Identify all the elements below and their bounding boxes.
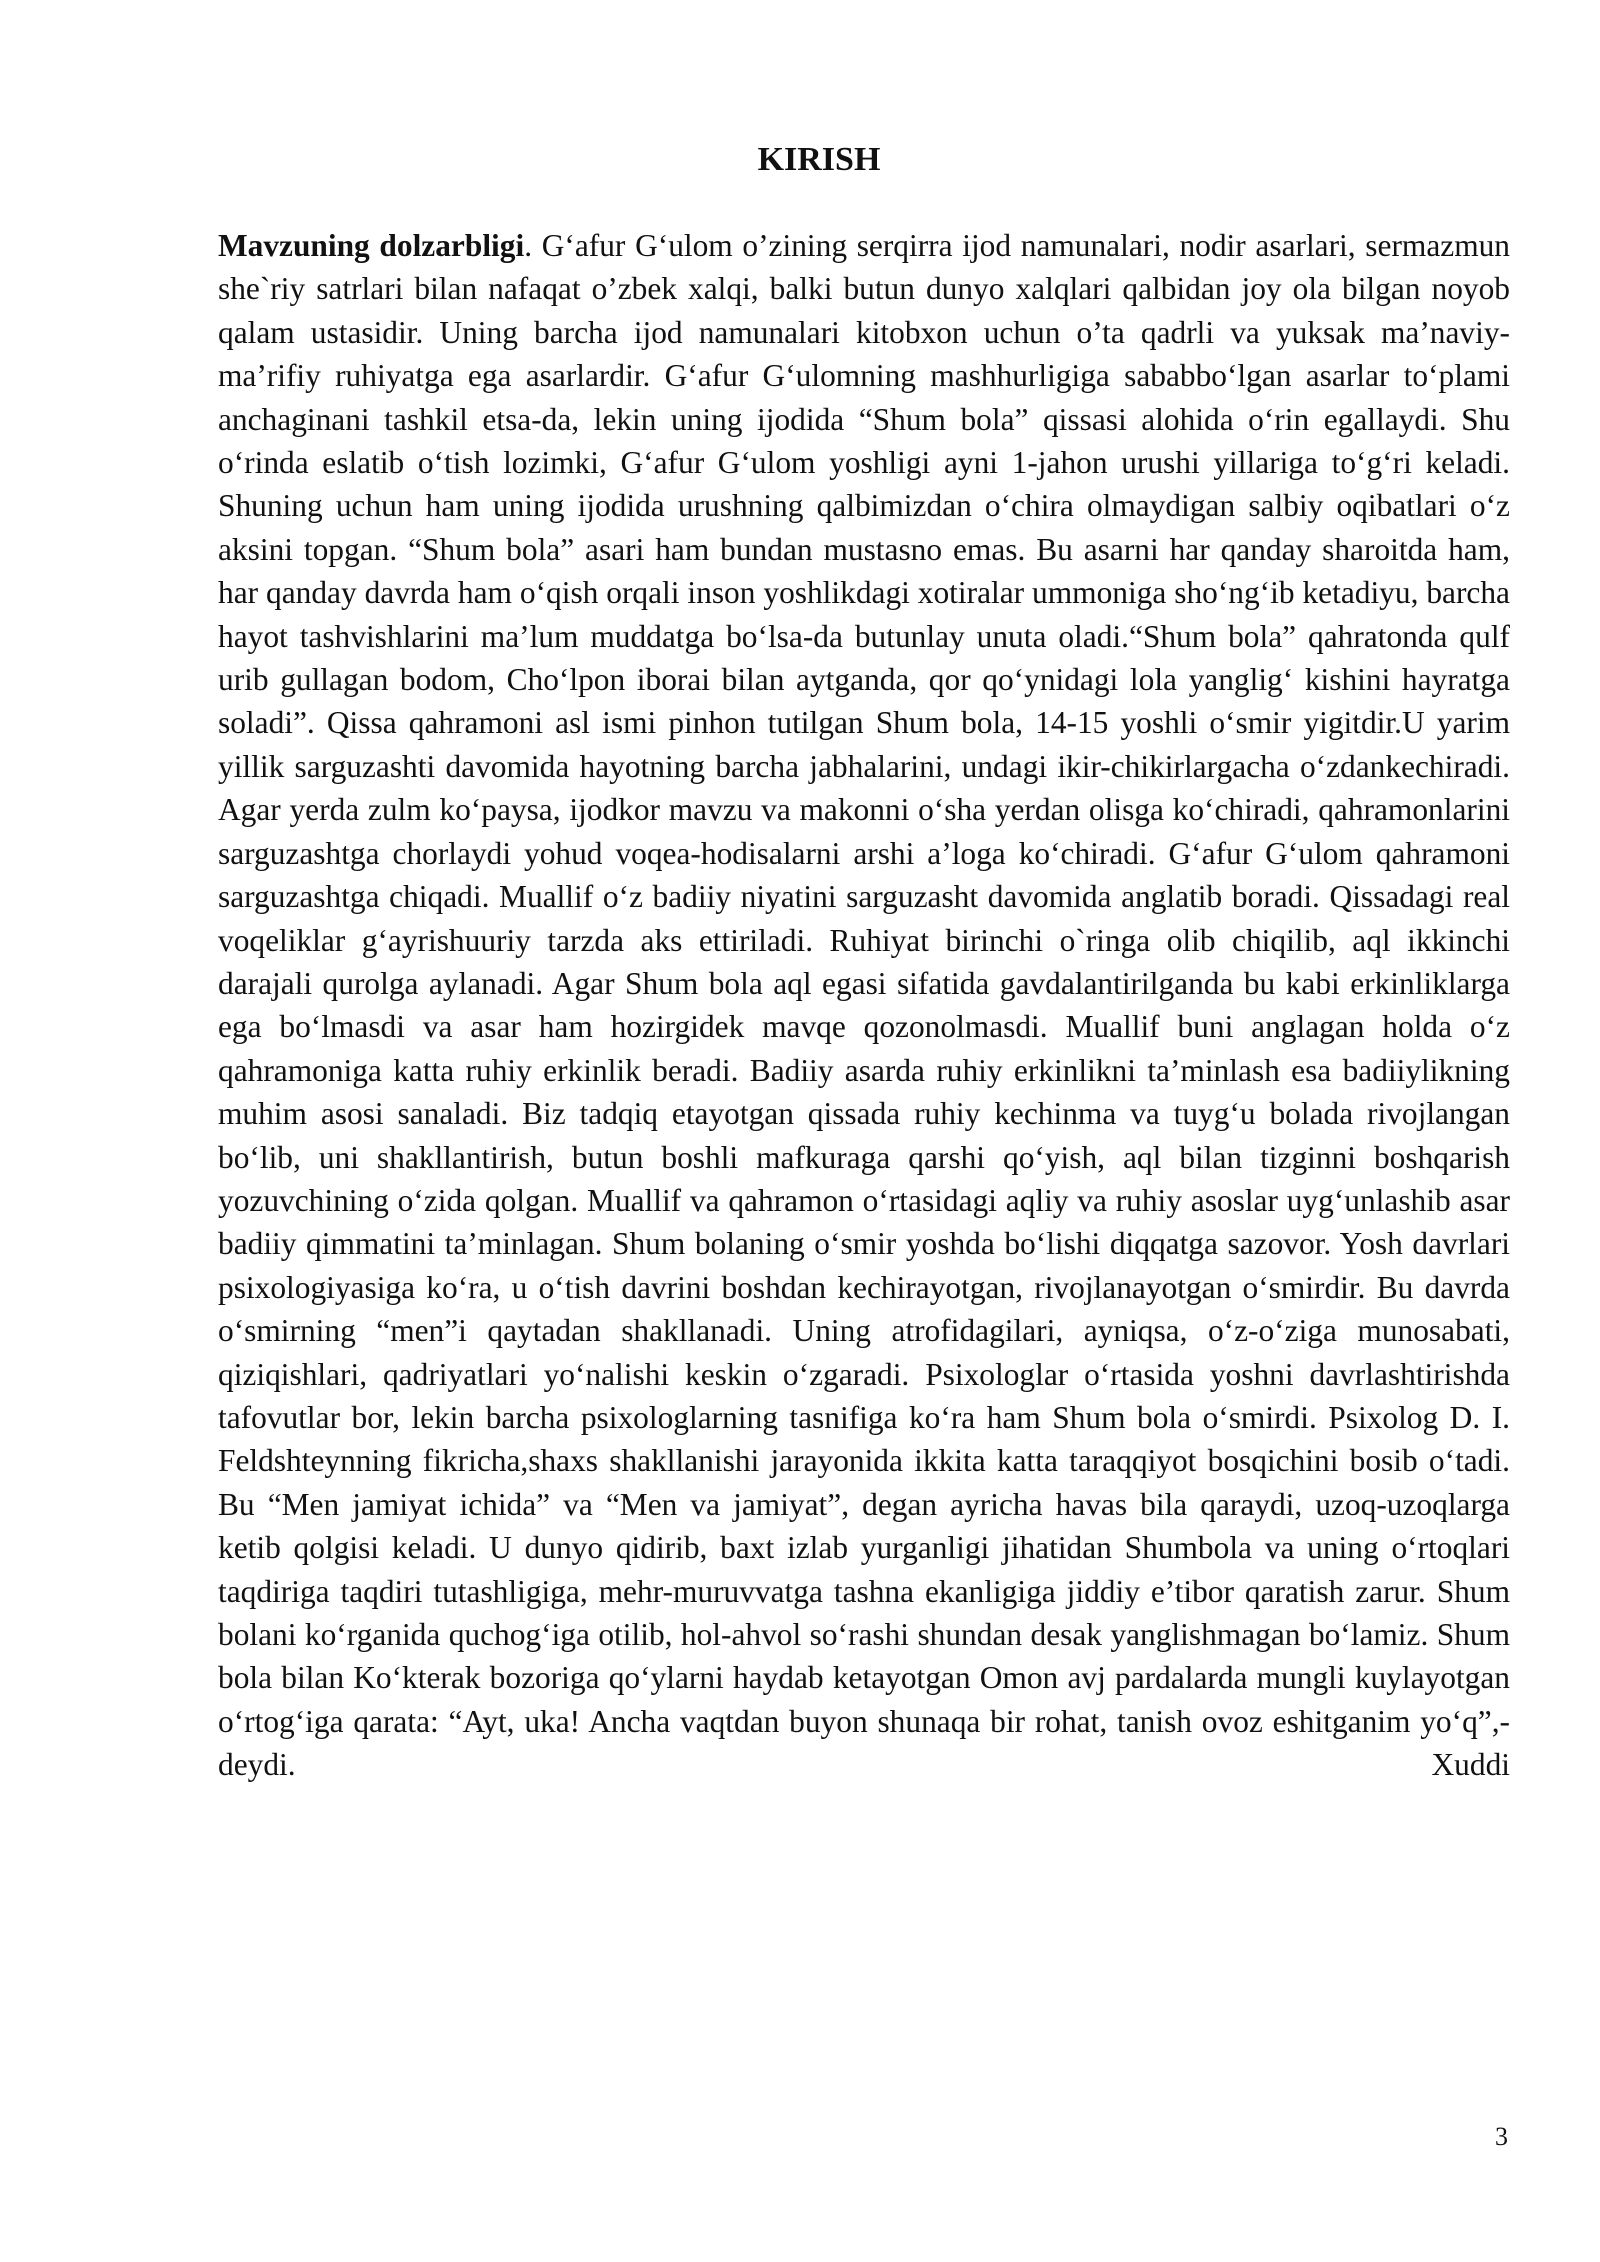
lead-punctuation: .	[524, 228, 533, 263]
page-title: KIRISH	[757, 141, 881, 178]
page-number: 3	[1495, 2122, 1508, 2151]
body-paragraph	[218, 224, 1510, 1787]
section-lead-title: Mavzuning dolzarbligi	[218, 228, 525, 263]
paragraph-text: G‘afur G‘ulom o’zining serqirra ijod namunalari, nodir asarlari, sermazmun she`riy satrlari bilan nafaqat o’zbek xalqi, balki butun dunyo xalqlari qalbidan joy ola bilgan noyob qalam ustasidir. Uning barcha ijod namunalari kitobxon uchun o’ta qadrli va yuksak ma’naviy- ma’rifiy ruhiyatga ega asarlardir. G‘afur G‘ulomning mashhurligiga sababbo‘lgan asarlar to‘plami anchaginani tashkil etsa-da, lekin uning ijodida “Shum bola” qissasi alohida o‘rin egallaydi. Shu o‘rinda eslatib o‘tish lozimki, G‘afur G‘ulom yoshligi ayni 1-jahon urushi yillariga to‘g‘ri keladi. Shuning uchun ham uning ijodida urushning qalbimizdan o‘chira olmaydigan salbiy oqibatlari o‘z aksini topgan. “Shum bola” asari ham bundan mustasno emas. Bu asarni har qanday sharoitda ham, har qanday davrda ham o‘qish orqali inson yoshlikdagi xotiralar ummoniga sho‘ng‘ib ketadiyu, barcha hayot tashvishlarini ma’lum muddatga bo‘lsa-da butunlay unuta oladi.“Shum bola” qahratonda qulf urib gullagan bodom, Cho‘lpon iborai bilan aytganda, qor qo‘ynidagi lola yanglig‘ kishini hayratga soladi”. Qissa qahramoni asl ismi pinhon tutilgan Shum bola, 14-15 yoshli o‘smir yigitdir.U yarim yillik sarguzashti davomida hayotning barcha jabhalarini, undagi ikir-chikirlargacha o‘zdankechiradi. Agar yerda zulm ko‘paysa, ijodkor mavzu va makonni o‘sha yerdan olisga ko‘chiradi, qahramonlarini sarguzashtga chorlaydi yohud voqea-hodisalarni arshi a’loga ko‘chiradi. G‘afur G‘ulom qahramoni sarguzashtga chiqadi. Muallif o‘z badiiy niyatini sarguzasht davomida anglatib boradi. Qissadagi real voqeliklar g‘ayrishuuriy tarzda aks ettiriladi. Ruhiyat birinchi o`ringa olib chiqilib, aql ikkinchi darajali qurolga aylanadi. Agar Shum bola aql egasi sifatida gavdalantirilganda bu kabi erkinliklarga ega bo‘lmasdi va asar ham hozirgidek mavqe qozonolmasdi. Muallif buni anglagan holda o‘z qahramoniga katta ruhiy erkinlik beradi. Badiiy asarda ruhiy erkinlikni ta’minlash esa badiiylikning muhim asosi sanaladi. Biz tadqiq etayotgan qissada ruhiy kechinma va tuyg‘u bolada rivojlangan bo‘lib, uni shakllantirish, butun boshli mafkuraga qarshi qo‘yish, aql bilan tizginni boshqarish yozuvchining o‘zida qolgan. Muallif va qahramon o‘rtasidagi aqliy va ruhiy asoslar uyg‘unlashib asar badiiy qimmatini ta’minlagan. Shum bolaning o‘smir yoshda bo‘lishi diqqatga sazovor. Yosh davrlari psixologiyasiga ko‘ra, u o‘tish davrini boshdan kechirayotgan, rivojlanayotgan o‘smirdir. Bu davrda o‘smirning “men”i qaytadan shakllanadi. Uning atrofidagilari, ayniqsa, o‘z-o‘ziga munosabati, qiziqishlari, qadriyatlari yo‘nalishi keskin o‘zgaradi. Psixologlar o‘rtasida yoshni davrlashtirishda tafovutlar bor, lekin barcha psixologlarning tasnifiga ko‘ra ham Shum bola o‘smirdi. Psixolog D. I. Feldshteynning fikricha,shaxs shakllanishi jarayonida ikkita katta taraqqiyot bosqichini bosib o‘tadi. Bu “Men jamiyat ichida” va “Men va jamiyat”, degan ayricha havas bila qaraydi, uzoq-uzoqlarga ketib qolgisi keladi. U dunyo qidirib, baxt izlab yurganligi jihatidan Shumbola va uning o‘rtoqlari taqdiriga taqdiri tutashligiga, mehr-muruvvatga tashna ekanligiga jiddiy e’tibor qaratish zarur. Shum bolani ko‘rganida quchog‘iga otilib, hol-ahvol so‘rashi shundan desak yanglishmagan bo‘lamiz. Shum bola bilan Ko‘kterak bozoriga qo‘ylarni haydab ketayotgan Omon avj pardalarda mungli kuylayotgan o‘rtog‘iga qarata: “Ayt, uka! Ancha vaqtdan buyon shunaqa bir rohat, tanish ovoz eshitganim yo‘q”,-deydi. Xuddi	[218, 228, 1511, 1783]
